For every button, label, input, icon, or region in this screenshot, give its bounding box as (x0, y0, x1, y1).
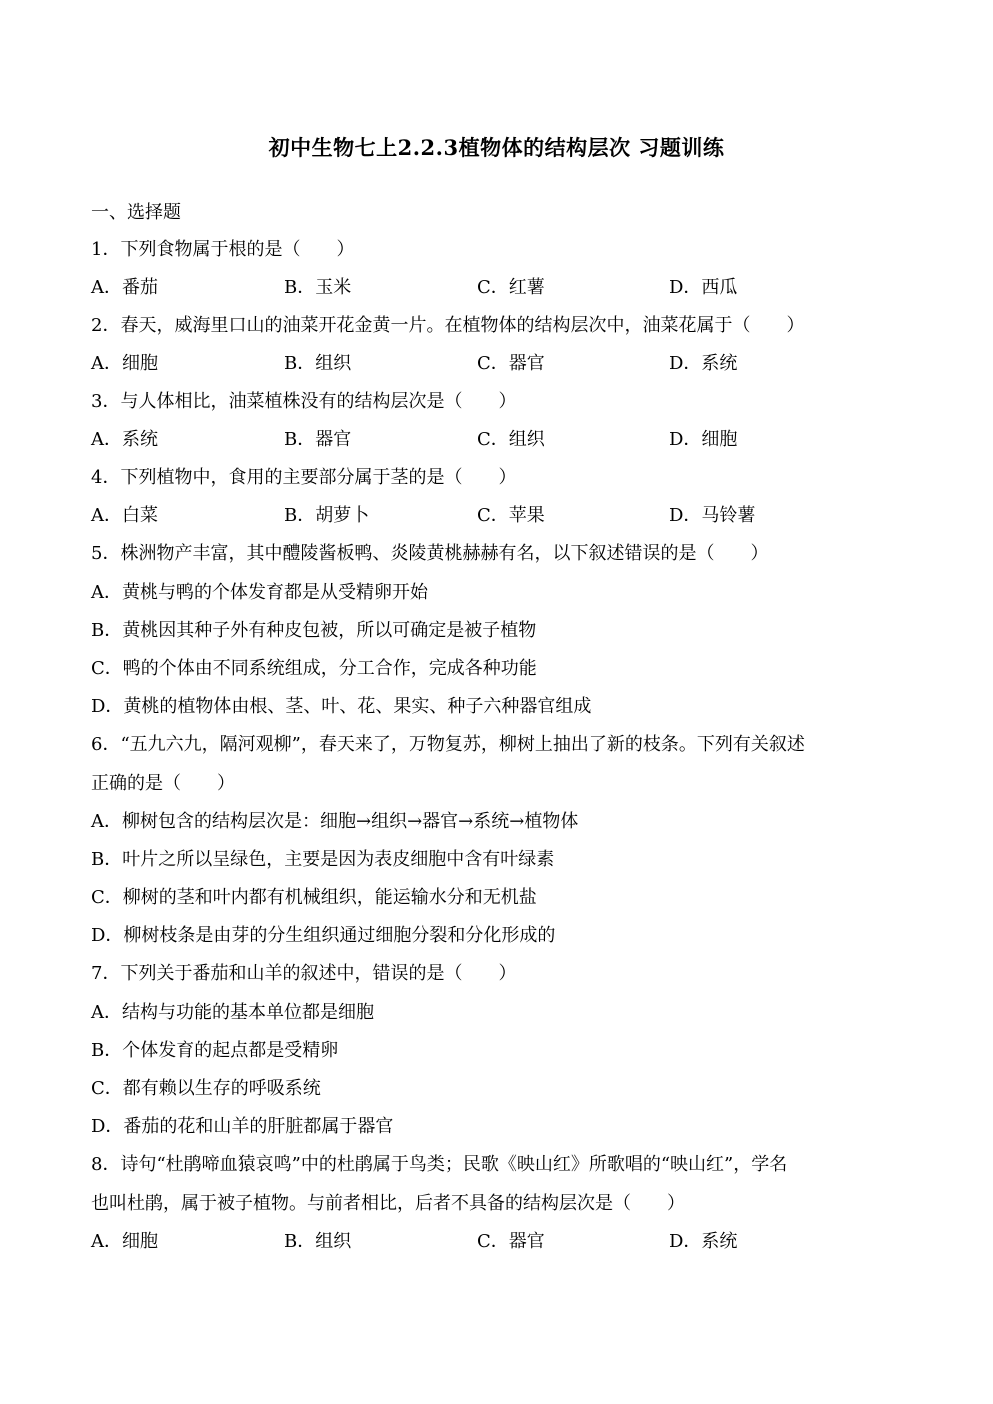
question-2-option-a: A．细胞 (91, 353, 158, 374)
question-1-stem: 1．下列食物属于根的是（ ） (91, 239, 355, 260)
question-6-option-a: A．柳树包含的结构层次是：细胞→组织→器官→系统→植物体 (91, 811, 579, 832)
question-4-option-a: A．白菜 (91, 505, 158, 526)
question-5-stem: 5．株洲物产丰富，其中醴陵酱板鸭、炎陵黄桃赫赫有名，以下叙述错误的是（ ） (91, 543, 769, 564)
question-7-option-b: B．个体发育的起点都是受精卵 (91, 1040, 339, 1061)
question-3-option-b: B．器官 (284, 429, 352, 450)
question-3-stem: 3．与人体相比，油菜植株没有的结构层次是（ ） (91, 391, 517, 412)
section-heading: 一、选择题 (91, 202, 181, 223)
question-2-option-c: C．器官 (477, 353, 545, 374)
question-2-option-d: D．系统 (669, 353, 738, 374)
question-8-stem-line-1: 8．诗句“杜鹃啼血猿哀鸣”中的杜鹃属于鸟类；民歌《映山红》所歌唱的“映山红”，学名 (91, 1154, 788, 1175)
question-8-option-a: A．细胞 (91, 1231, 158, 1252)
question-8-option-b: B．组织 (284, 1231, 352, 1252)
question-6-option-d: D．柳树枝条是由芽的分生组织通过细胞分裂和分化形成的 (91, 925, 556, 946)
question-6-stem-line-1: 6．“五九六九，隔河观柳”，春天来了，万物复苏，柳树上抽出了新的枝条。下列有关叙述 (91, 734, 805, 755)
question-6-stem-line-2: 正确的是（ ） (91, 773, 235, 794)
question-5-option-d: D．黄桃的植物体由根、茎、叶、花、果实、种子六种器官组成 (91, 696, 592, 717)
question-3-option-a: A．系统 (91, 429, 158, 450)
question-1-option-a: A．番茄 (91, 277, 158, 298)
question-8-option-c: C．器官 (477, 1231, 545, 1252)
question-5-option-b: B．黄桃因其种子外有种皮包被，所以可确定是被子植物 (91, 620, 537, 641)
question-1-option-d: D．西瓜 (669, 277, 738, 298)
question-5-option-a: A．黄桃与鸭的个体发育都是从受精卵开始 (91, 582, 428, 603)
question-1-option-b: B．玉米 (284, 277, 352, 298)
question-7-option-a: A．结构与功能的基本单位都是细胞 (91, 1002, 374, 1023)
page-title: 初中生物七上2.2.3植物体的结构层次 习题训练 (268, 135, 725, 160)
question-1-option-c: C．红薯 (477, 277, 545, 298)
question-7-option-d: D．番茄的花和山羊的肝脏都属于器官 (91, 1116, 394, 1137)
question-4-option-d: D．马铃薯 (669, 505, 756, 526)
question-8-option-d: D．系统 (669, 1231, 738, 1252)
question-8-stem-line-2: 也叫杜鹃，属于被子植物。与前者相比，后者不具备的结构层次是（ ） (91, 1193, 685, 1214)
question-2-option-b: B．组织 (284, 353, 352, 374)
question-5-option-c: C．鸭的个体由不同系统组成，分工合作，完成各种功能 (91, 658, 537, 679)
question-7-stem: 7．下列关于番茄和山羊的叙述中，错误的是（ ） (91, 963, 517, 984)
question-6-option-c: C．柳树的茎和叶内都有机械组织，能运输水分和无机盐 (91, 887, 537, 908)
question-3-option-d: D．细胞 (669, 429, 738, 450)
question-3-option-c: C．组织 (477, 429, 545, 450)
question-4-stem: 4．下列植物中，食用的主要部分属于茎的是（ ） (91, 467, 517, 488)
question-4-option-c: C．苹果 (477, 505, 545, 526)
question-7-option-c: C．都有赖以生存的呼吸系统 (91, 1078, 321, 1099)
question-2-stem: 2．春天，威海里口山的油菜开花金黄一片。在植物体的结构层次中，油菜花属于（ ） (91, 315, 805, 336)
question-4-option-b: B．胡萝卜 (284, 505, 370, 526)
question-6-option-b: B．叶片之所以呈绿色，主要是因为表皮细胞中含有叶绿素 (91, 849, 555, 870)
